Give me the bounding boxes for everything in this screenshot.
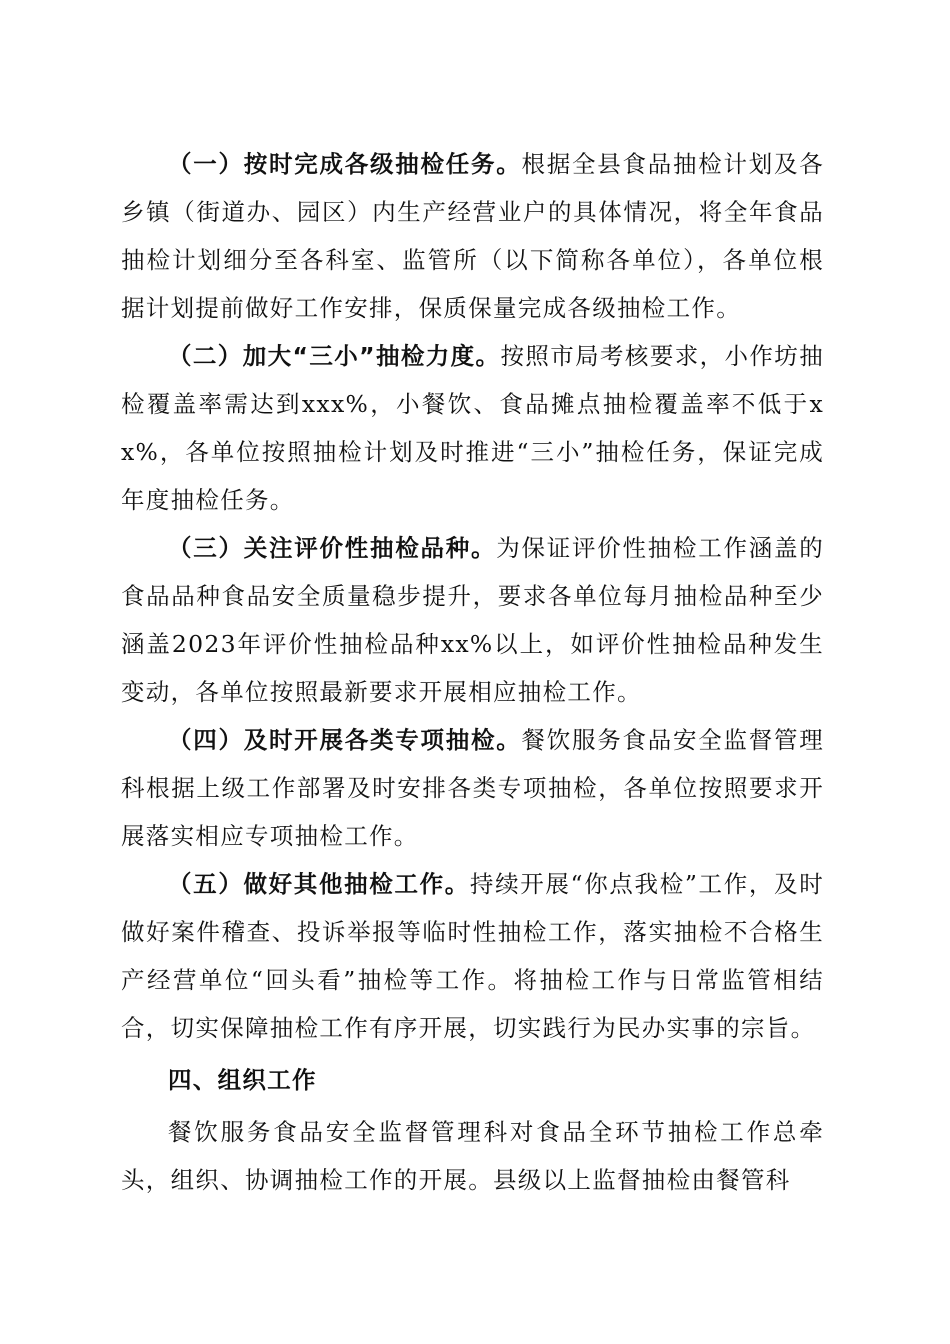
item-4-lead: （四）及时开展各类专项抽检。 [168,726,522,754]
item-3-lead: （三）关注评价性抽检品种。 [168,534,497,562]
paragraph-item-1 [121,140,824,332]
paragraph-item-4 [121,716,824,860]
paragraph-item-5 [121,860,824,1052]
item-2-body: 按照市局考核要求，小作坊抽检覆盖率需达到xxx%，小餐饮、食品摊点抽检覆盖率不低于xx%，各单位按照抽检计划及时推进“三小”抽检任务，保证完成年度抽检任务。 [121,342,824,514]
paragraph-item-3 [121,524,824,716]
item-5-lead: （五）做好其他抽检工作。 [168,870,470,898]
item-1-body: 根据全县食品抽检计划及各乡镇（街道办、园区）内生产经营业户的具体情况，将全年食品抽检计划细分至各科室、监管所（以下简称各单位），各单位根据计划提前做好工作安排，保质保量完成各级抽检工作。 [121,150,824,322]
item-3-body: 为保证评价性抽检工作涵盖的食品品种食品安全质量稳步提升，要求各单位每月抽检品种至少涵盖2023年评价性抽检品种xx%以上，如评价性抽检品种发生变动，各单位按照最新要求开展相应抽检工作。 [121,534,824,706]
section-paragraph: 餐饮服务食品安全监督管理科对食品全环节抽检工作总牵头，组织、协调抽检工作的开展。县级以上监督抽检由餐管科 [121,1118,824,1194]
paragraph-item-2 [121,332,824,524]
item-5-body: 持续开展“你点我检”工作，及时做好案件稽查、投诉举报等临时性抽检工作，落实抽检不合格生产经营单位“回头看”抽检等工作。将抽检工作与日常监管相结合，切实保障抽检工作有序开展，切实践行为民办实事的宗旨。 [121,870,824,1042]
section-heading: 四、组织工作 [168,1066,317,1094]
item-4-body: 餐饮服务食品安全监督管理科根据上级工作部署及时安排各类专项抽检，各单位按照要求开展落实相应专项抽检工作。 [121,726,824,850]
item-2-lead: （二）加大“三小”抽检力度。 [168,342,501,370]
item-1-lead: （一）按时完成各级抽检任务。 [168,150,522,178]
document-body [121,140,824,1204]
